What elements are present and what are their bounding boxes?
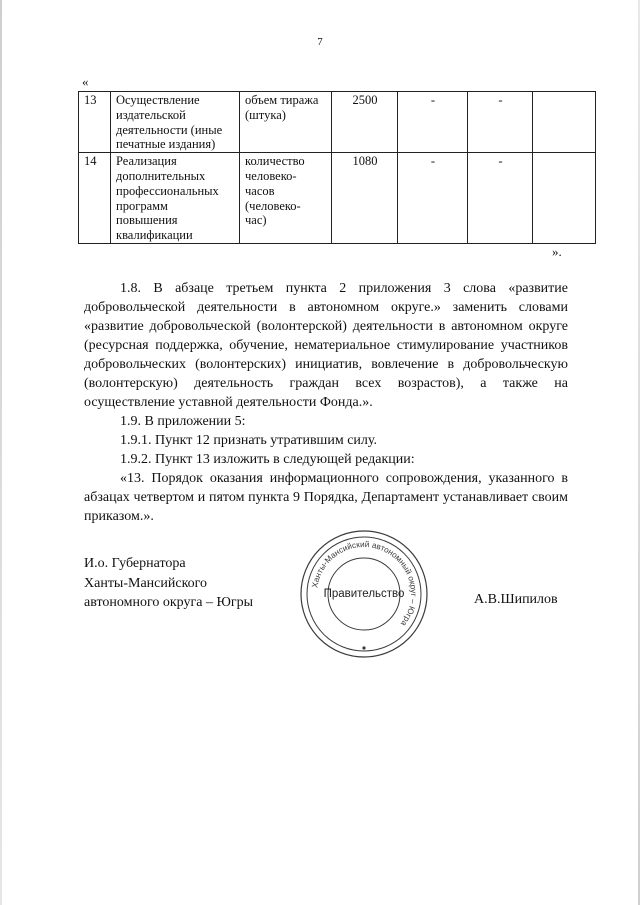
seal-ring-text: Ханты-Мансийский автономный округ – Югра — [310, 539, 419, 628]
signatory-title — [84, 554, 253, 613]
row-number-cell: 14 — [79, 153, 111, 244]
seal-center-text: Правительство — [323, 588, 405, 600]
paragraph-1-9-2: 1.9.2. Пункт 13 изложить в следующей редакции: — [120, 452, 415, 467]
value-cell: 2500 — [332, 92, 398, 153]
dash-cell: - — [398, 153, 468, 244]
row-number-cell: 13 — [79, 92, 111, 153]
unit-cell: объем тиража (штука) — [240, 92, 332, 153]
dash-cell: - — [468, 92, 533, 153]
paragraph-1-9-1: 1.9.1. Пункт 12 признать утратившим силу. — [120, 433, 377, 448]
signatory-name: А.В.Шипилов — [474, 592, 558, 607]
table-closing-quote: ». — [552, 244, 562, 259]
empty-cell — [533, 153, 596, 244]
activity-name-cell: Осуществление издательской деятельности (иные печатные издания) — [111, 92, 240, 153]
activity-name-cell: Реализация дополнительных профессиональных программ повышения квалификации — [111, 153, 240, 244]
amendment-text — [84, 279, 568, 526]
table-row — [79, 92, 596, 153]
dash-cell: - — [398, 92, 468, 153]
paragraph-quote-13: «13. Порядок оказания информационного сопровождения, указанного в абзацах четвертом и пятом пункта 9 Порядка, Департамент устанавливает своим приказом.». — [84, 471, 568, 524]
signatory-title-line: Ханты-Мансийского — [84, 575, 208, 591]
activities-table — [78, 91, 596, 244]
page-number: 7 — [317, 36, 323, 48]
value-cell: 1080 — [332, 153, 398, 244]
svg-text:Ханты-Мансийский автономный ок — [310, 540, 418, 628]
paragraph-1-8: 1.8. В абзаце третьем пункта 2 приложения 3 слова «развитие добровольческой деятельности в автономном округе.» заменить словами «развитие добровольческой (волонтерской) деятельности в автономном округе (ресурсная поддержка, обучение, нематериальное стимулирование участников добровольческих (волонтерских) инициатив, вовлечение в добровольческую (волонтерскую) деятельность граждан всех возрастов), а также на осуществление уставной деятельности Фонда.». — [84, 281, 568, 410]
table-opening-quote: « — [82, 74, 89, 89]
paragraph-1-9: 1.9. В приложении 5: — [120, 414, 246, 429]
dash-cell: - — [468, 153, 533, 244]
signatory-title-line: автономного округа – Югры — [84, 595, 253, 610]
seal-star-mark — [362, 646, 365, 649]
table-row — [79, 153, 596, 244]
empty-cell — [533, 92, 596, 153]
unit-cell: количество человеко- часов (человеко- час) — [240, 153, 332, 244]
page-left-edge — [0, 0, 2, 905]
signatory-title-line: И.о. Губернатора — [84, 556, 186, 571]
official-seal — [298, 527, 430, 661]
